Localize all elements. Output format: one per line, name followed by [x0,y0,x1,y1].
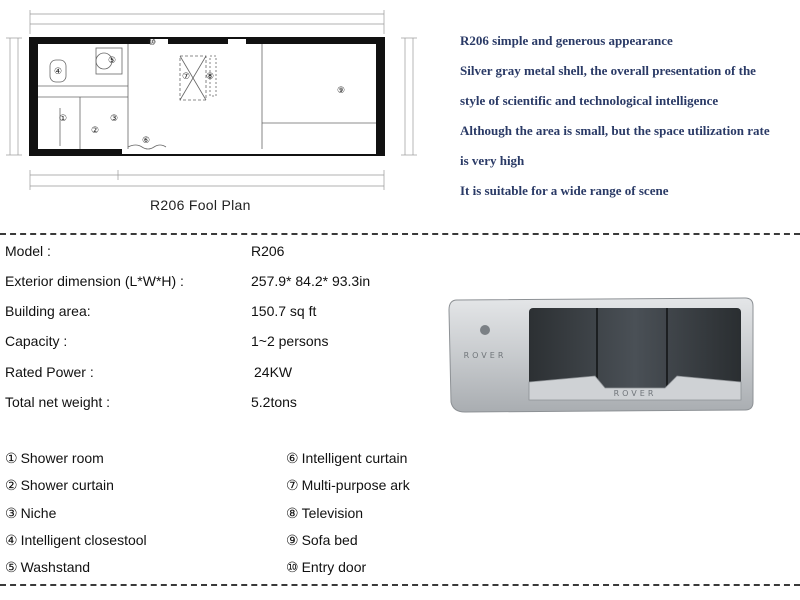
plan-marker-4: ④ [54,67,63,77]
plan-walls [30,38,384,155]
legend-item-closestool [5,532,147,549]
unit-product-image [445,292,765,420]
legend-item-entry-door [286,559,366,576]
spec-label-area: Building area: [5,303,91,319]
section-divider-top [0,233,800,235]
legend-label: Intelligent closestool [20,532,147,548]
legend-label: Shower curtain [20,477,114,493]
plan-marker-9: ⑨ [337,86,346,96]
legend-item-sofa-bed [286,532,358,549]
legend-item-washstand [5,559,90,576]
legend-label: Intelligent curtain [301,450,408,466]
plan-marker-1: ① [59,114,68,124]
plan-room-markers [54,38,345,146]
plan-marker-7: ⑦ [182,72,191,82]
legend-num: ⑨ [286,532,299,548]
legend-item-ark [286,477,410,494]
legend-label: Sofa bed [301,532,358,548]
floor-plan-drawing [0,0,430,196]
spec-value-capacity: 1~2 persons [251,333,329,349]
unit-brand-side: ROVER [463,351,507,360]
plan-interior [38,44,376,149]
legend-num: ③ [5,505,18,521]
spec-label-model: Model : [5,243,51,259]
section-divider-bottom [0,584,800,586]
spec-value-weight: 5.2tons [251,394,297,410]
legend-item-shower-curtain [5,477,114,494]
legend-num: ⑥ [286,450,299,466]
spec-label-power: Rated Power : [5,364,94,380]
description-line-2: Silver gray metal shell, the overall presentation of the [460,63,756,78]
legend-num: ① [5,450,18,466]
plan-marker-8: ⑧ [206,72,215,82]
spec-value-dimension: 257.9* 84.2* 93.3in [251,273,371,289]
description-line-5: is very high [460,153,525,168]
legend-item-curtain [286,450,407,467]
legend-label: Entry door [301,559,367,575]
spec-label-weight: Total net weight : [5,394,111,410]
spec-value-model: R206 [251,243,285,259]
unit-brand-front: ROVER [613,389,657,398]
plan-caption: R206 Fool Plan [150,197,251,213]
legend-item-niche [5,505,56,522]
plan-marker-5: ⑤ [108,56,117,66]
brand-emblem-icon [480,325,490,335]
legend-item-shower-room [5,450,104,467]
legend-num: ⑤ [5,559,18,575]
spec-label-dimension: Exterior dimension (L*W*H) : [5,273,184,289]
legend-label: Shower room [20,450,104,466]
spec-value-area: 150.7 sq ft [251,303,317,319]
legend-num: ⑧ [286,505,299,521]
description-line-1: R206 simple and generous appearance [460,33,673,48]
spec-label-capacity: Capacity : [5,333,68,349]
description-line-4: Although the area is small, but the space utilization rate [460,123,770,138]
plan-marker-3: ③ [110,114,119,124]
plan-marker-2: ② [91,126,100,136]
plan-marker-6: ⑥ [142,136,151,146]
description-line-6: It is suitable for a wide range of scene [460,183,669,198]
legend-num: ⑩ [286,559,299,575]
legend-num: ② [5,477,18,493]
legend-item-television [286,505,363,522]
plan-marker-10: ⑩ [148,38,157,48]
legend-label: Niche [20,505,57,521]
legend-num: ⑦ [286,477,299,493]
legend-label: Television [301,505,364,521]
legend-label: Washstand [20,559,91,575]
legend-num: ④ [5,532,18,548]
spec-value-power: 24KW [254,364,293,380]
legend-label: Multi-purpose ark [301,477,410,493]
description-line-3: style of scientific and technological intelligence [460,93,719,108]
